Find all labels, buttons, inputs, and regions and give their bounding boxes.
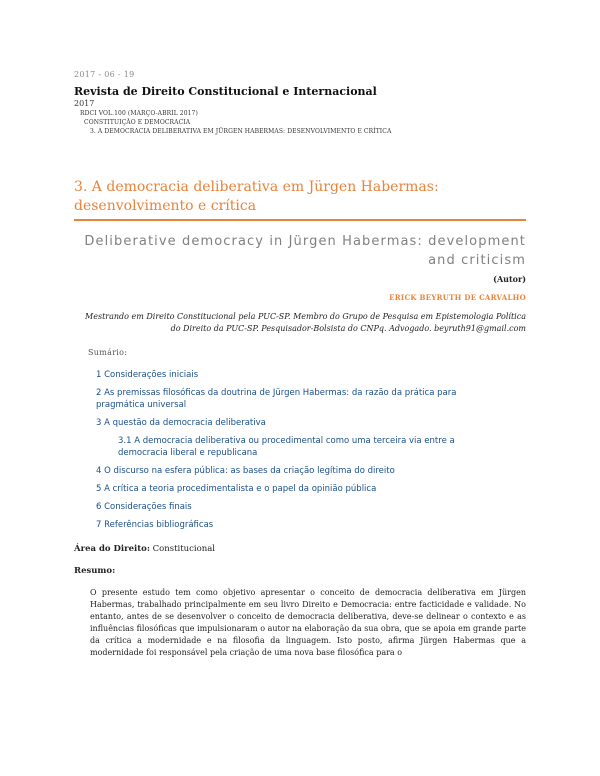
toc-link-6[interactable]: 6 Considerações finais [96,502,192,512]
author-affiliation: Mestrando em Direito Constitucional pela PUC-SP. Membro do Grupo de Pesquisa em Epistemologia Política do Direito da PUC-SP. Pesquisador-Bolsista do CNPq. Advogado. beyruth91@gmail.com [85,312,526,333]
document-page [74,70,526,659]
law-area-label: Área do Direito: [74,544,150,554]
summary-heading: Sumário: [88,348,128,357]
breadcrumb-article[interactable]: 3. A DEMOCRACIA DELIBERATIVA EM JÜRGEN HABERMAS: DESENVOLVIMENTO E CRÍTICA [90,128,392,135]
toc-link-2[interactable]: 2 As premissas filosóficas da doutrina de Jürgen Habermas: da razão da prática para pragmática universal [96,388,457,410]
abstract-text: O presente estudo tem como objetivo apresentar o conceito de democracia deliberativa em Jürgen Habermas, trabalhado principalmente em seu livro Direito e Democracia: entre facticidade e validade. No entanto, antes de se desenvolver o conceito de democracia deliberativa, deve-se delinear o contexto e as influências filosóficas que impulsionaram o autor na elaboração da sua obra, que se apoia em grande parte da crítica a modernidade e na filosofia da linguagem. Isto posto, afirma Jürgen Habermas que a modernidade foi responsável pela criação de uma nova base filosófica para o [90,588,526,657]
law-area [74,544,526,554]
publication-date: 2017 - 06 - 19 [74,70,135,79]
toc-link-4[interactable]: 4 O discurso na esfera pública: as bases da criação legítima do direito [96,466,395,476]
article-title-english: Deliberative democracy in Jürgen Habermas: development and criticism [84,234,526,268]
article-title: 3. A democracia deliberativa em Jürgen Habermas: desenvolvimento e crítica [74,178,526,221]
table-of-contents [96,369,506,531]
journal-year: 2017 [74,99,95,108]
author-name: ERICK BEYRUTH DE CARVALHO [389,293,526,302]
toc-link-1[interactable]: 1 Considerações iniciais [96,370,199,380]
breadcrumb-section[interactable]: CONSTITUIÇÃO E DEMOCRACIA [84,119,191,126]
law-area-value: Constitucional [152,544,216,554]
toc-link-3[interactable]: 3 A questão da democracia deliberativa [96,418,266,428]
toc-link-5[interactable]: 5 A crítica a teoria procedimentalista e o papel da opinião pública [96,484,377,494]
toc-link-7[interactable]: 7 Referências bibliográficas [96,520,214,530]
author-role-label: (Autor) [493,274,526,284]
abstract-heading: Resumo: [74,566,116,576]
toc-link-3-1[interactable]: 3.1 A democracia deliberativa ou procedimental como uma terceira via entre a democracia liberal e republicana [118,436,455,458]
breadcrumb-volume[interactable]: RDCI VOL.100 (MARÇO-ABRIL 2017) [80,110,198,117]
journal-title: Revista de Direito Constitucional e Internacional [74,85,377,98]
